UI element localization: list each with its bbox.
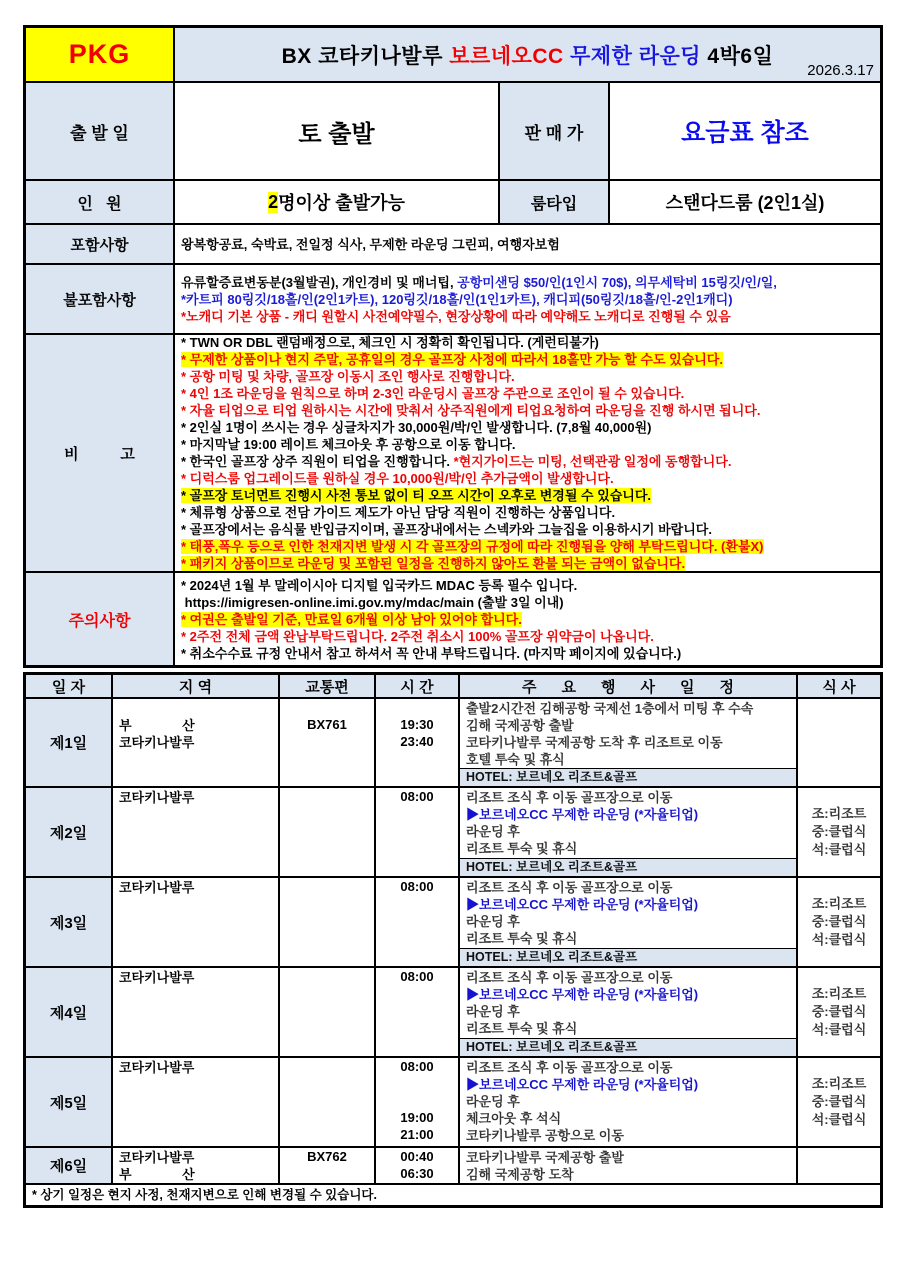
schedule-cell — [460, 878, 798, 968]
itinerary-row-day2 — [26, 788, 880, 878]
header-row — [26, 28, 880, 83]
schedule-line: 라운딩 후 — [466, 824, 520, 839]
remarks-line-1: * TWN OR DBL 랜덤배정으로, 체크인 시 정확히 확인됩니다. (게런티불가) — [181, 335, 599, 350]
meal-lunch: 중:클럽식 — [811, 1094, 867, 1109]
flight-cell — [280, 968, 376, 1058]
not-included-line-1-blue: 공항미샌딩 $50/인(1인시 70$), 의무세탁비 15링깃/인/일, — [457, 274, 777, 290]
meal-lunch: 중:클럽식 — [811, 824, 867, 839]
remarks-line-8 — [181, 453, 876, 470]
pkg-badge: PKG — [26, 28, 175, 83]
title-part-golfclub: 보르네오CC — [449, 44, 564, 68]
not-included-line-3: *노캐디 기본 상품 - 캐디 원할시 사전예약필수, 현장상황에 따라 예약해도 노캐디로 진행될 수 있음 — [181, 308, 731, 324]
flight-cell — [280, 1058, 376, 1148]
remarks-line-3: * 공항 미팅 및 차량, 골프장 이동시 조인 행사로 진행합니다. — [181, 369, 515, 384]
itinerary-row-day3 — [26, 878, 880, 968]
remarks-line-11: * 체류형 상품으로 전담 가이드 제도가 아닌 담당 직원이 진행하는 상품입니다. — [181, 505, 616, 520]
day-cell: 제3일 — [26, 878, 113, 968]
hotel-bar: HOTEL: 보르네오 리조트&골프 — [460, 768, 796, 786]
region-cell — [113, 788, 280, 878]
price-value: 요금표 참조 — [610, 83, 880, 181]
remarks-line-9: * 디럭스룸 업그레이드를 원하실 경우 10,000원/박/인 추가금액이 발생합니다. — [181, 471, 614, 486]
cautions-line-3-highlight: * 여권은 출발일 기준, 만료일 6개월 이상 남아 있어야 합니다. — [181, 611, 522, 627]
col-header-transport: 교통편 — [280, 675, 376, 699]
remarks-line-14 — [181, 555, 876, 572]
remarks-line-10 — [181, 487, 876, 504]
cautions-line-3 — [181, 611, 876, 628]
region-cell — [113, 1148, 280, 1185]
room-type-label: 룸타입 — [500, 181, 610, 225]
time-line: 08:00 — [400, 789, 434, 804]
pax-room-row — [26, 181, 880, 225]
remarks-line-4: * 4인 1조 라운딩을 원칙으로 하며 2-3인 라운딩시 골프장 주관으로 조인이 될 수 있습니다. — [181, 386, 685, 401]
region-line: 코타키나발루 — [119, 880, 195, 895]
time-line — [376, 1092, 458, 1109]
schedule-line: 리조트 조식 후 이동 골프장으로 이동 — [466, 790, 673, 805]
day-cell: 제5일 — [26, 1058, 113, 1148]
remarks-line-14-highlight: * 패키지 상품이므로 라운딩 및 포함된 일정을 진행하지 않아도 환불 되는 금액이 없습니다. — [181, 556, 686, 571]
meal-dinner: 석:클럽식 — [811, 1022, 867, 1037]
pax-value — [175, 181, 500, 225]
schedule-cell — [460, 1148, 798, 1185]
time-line — [376, 699, 458, 716]
schedule-line: 리조트 투숙 및 휴식 — [466, 931, 578, 946]
page-title — [282, 40, 774, 70]
schedule-line: 코타키나발루 공항으로 이동 — [466, 1128, 624, 1143]
meals-cell — [798, 788, 880, 878]
footnote-row — [26, 1185, 880, 1205]
remarks-line-5: * 자율 티업으로 티업 원하시는 시간에 맞춰서 상주직원에게 티업요청하여 라운딩을 진행 하시면 됩니다. — [181, 403, 761, 418]
schedule-line: 코타키나발루 국제공항 도착 후 리조트로 이동 — [466, 735, 723, 750]
col-header-day: 일 자 — [26, 675, 113, 699]
remarks-line-2 — [181, 351, 876, 368]
title-cell — [175, 28, 880, 83]
pax-rest: 명이상 출발가능 — [278, 193, 405, 213]
remarks-line-13-highlight: * 태풍,폭우 등으로 인한 천재지변 발생 시 각 골프장의 규정에 따라 진행됨을 양해 부탁드립니다. (환불X) — [181, 539, 764, 554]
remarks-label: 비 고 — [26, 335, 175, 573]
title-part-rounding: 무제한 라운딩 — [563, 44, 708, 68]
schedule-line: 라운딩 후 — [466, 1004, 520, 1019]
region-cell — [113, 1058, 280, 1148]
flight-cell — [280, 878, 376, 968]
schedule-line-golf: ▶보르네오CC 무제한 라운딩 (*자율티업) — [466, 807, 699, 822]
cautions-label: 주의사항 — [26, 573, 175, 665]
not-included-line-2: *카트피 80링깃/18홀/인(2인1카트), 120링깃/18홀/인(1인1카트), 캐디피(50링깃/18홀/인-2인1캐디) — [181, 291, 733, 307]
flight-cell — [280, 1148, 376, 1185]
itinerary-row-day5 — [26, 1058, 880, 1148]
included-row — [26, 225, 880, 265]
schedule-line: 체크아웃 후 석식 — [466, 1111, 562, 1126]
flight-line — [280, 699, 374, 716]
time-line — [376, 1075, 458, 1092]
time-cell — [376, 968, 460, 1058]
day-cell: 제2일 — [26, 788, 113, 878]
flight-cell — [280, 699, 376, 788]
time-cell — [376, 1058, 460, 1148]
cautions-content — [175, 573, 880, 665]
schedule-line: 리조트 투숙 및 휴식 — [466, 1021, 578, 1036]
schedule-line: 코타키나발루 국제공항 출발 — [466, 1150, 624, 1165]
meals-cell — [798, 1058, 880, 1148]
time-line: 23:40 — [400, 734, 434, 749]
included-content — [175, 225, 880, 265]
schedule-cell — [460, 788, 798, 878]
pax-count-highlight: 2 — [268, 191, 279, 212]
cautions-line-1: * 2024년 1월 부 말레이시아 디지털 입국카드 MDAC 등록 필수 입니다. — [181, 577, 578, 593]
region-line: 부 산 — [119, 1167, 195, 1182]
departure-price-row — [26, 83, 880, 181]
schedule-line: 김해 국제공항 출발 — [466, 718, 574, 733]
schedule-line: 라운딩 후 — [466, 914, 520, 929]
not-included-line-1 — [181, 274, 876, 291]
meal-breakfast: 조:리조트 — [811, 806, 867, 821]
col-header-time: 시 간 — [376, 675, 460, 699]
package-info-table — [23, 25, 883, 668]
issue-date: 2026.3.17 — [807, 62, 874, 79]
meal-breakfast: 조:리조트 — [811, 1076, 867, 1091]
itinerary-row-day4 — [26, 968, 880, 1058]
room-type-value: 스탠다드룸 (2인1실) — [610, 181, 880, 225]
time-cell — [376, 699, 460, 788]
schedule-cell — [460, 968, 798, 1058]
schedule-line: 리조트 조식 후 이동 골프장으로 이동 — [466, 1060, 673, 1075]
time-cell — [376, 788, 460, 878]
meal-lunch: 중:클럽식 — [811, 1004, 867, 1019]
itinerary-row-day1 — [26, 699, 880, 788]
remarks-line-8-black: * 한국인 골프장 상주 직원이 티업을 진행합니다. — [181, 454, 454, 469]
region-line: 코타키나발루 — [119, 1060, 195, 1075]
time-line: 06:30 — [400, 1166, 434, 1181]
region-cell — [113, 968, 280, 1058]
remarks-line-6: * 2인실 1명이 쓰시는 경우 싱글차지가 30,000원/박/인 발생합니다. (7,8월 40,000원) — [181, 420, 652, 435]
time-line: 21:00 — [400, 1127, 434, 1142]
not-included-line-1-black: 유류할증료변동분(3월발권), 개인경비 및 매너팁, — [181, 274, 458, 290]
meal-breakfast: 조:리조트 — [811, 896, 867, 911]
included-label: 포함사항 — [26, 225, 175, 265]
footnote-text: * 상기 일정은 현지 사정, 천재지변으로 인해 변경될 수 있습니다. — [32, 1188, 377, 1202]
flight-cell — [280, 788, 376, 878]
time-line: 08:00 — [400, 879, 434, 894]
schedule-cell — [460, 1058, 798, 1148]
day-cell: 제1일 — [26, 699, 113, 788]
meal-dinner: 석:클럽식 — [811, 932, 867, 947]
region-line: 코타키나발루 — [119, 970, 195, 985]
schedule-line: 출발2시간전 김해공항 국제선 1층에서 미팅 후 수속 — [466, 701, 754, 716]
meal-dinner: 석:클럽식 — [811, 842, 867, 857]
itinerary-table — [23, 672, 883, 1208]
day-cell: 제4일 — [26, 968, 113, 1058]
included-line: 왕복항공료, 숙박료, 전일정 식사, 무제한 라운딩 그린피, 여행자보험 — [181, 236, 560, 252]
time-line: 00:40 — [400, 1149, 434, 1164]
meals-cell — [798, 1148, 880, 1185]
schedule-line: 리조트 투숙 및 휴식 — [466, 841, 578, 856]
region-line — [119, 700, 278, 717]
col-header-region: 지 역 — [113, 675, 280, 699]
cautions-row — [26, 573, 880, 665]
meal-lunch: 중:클럽식 — [811, 914, 867, 929]
departure-label: 출 발 일 — [26, 83, 175, 181]
hotel-bar: HOTEL: 보르네오 리조트&골프 — [460, 858, 796, 876]
meals-cell — [798, 968, 880, 1058]
hotel-bar: HOTEL: 보르네오 리조트&골프 — [460, 948, 796, 966]
departure-value: 토 출발 — [175, 83, 500, 181]
cautions-line-5: * 취소수수료 규정 안내서 참고 하셔서 꼭 안내 부탁드립니다. (마지막 페이지에 있습니다.) — [181, 645, 682, 661]
schedule-line: 호텔 투숙 및 휴식 — [466, 752, 565, 767]
meals-cell — [798, 699, 880, 788]
remarks-line-7: * 마지막날 19:00 레이트 체크아웃 후 공항으로 이동 합니다. — [181, 437, 516, 452]
col-header-meal: 식 사 — [798, 675, 880, 699]
time-cell — [376, 878, 460, 968]
region-line: 부 산 — [119, 718, 195, 733]
itinerary-row-day6 — [26, 1148, 880, 1185]
schedule-line: 김해 국제공항 도착 — [466, 1167, 574, 1182]
not-included-row — [26, 265, 880, 335]
region-line: 코타키나발루 — [119, 1150, 195, 1165]
flight-number: BX761 — [307, 717, 347, 732]
region-cell — [113, 699, 280, 788]
region-line: 코타키나발루 — [119, 735, 195, 750]
region-line: 코타키나발루 — [119, 790, 195, 805]
itinerary-header-row — [26, 675, 880, 699]
schedule-cell — [460, 699, 798, 788]
meals-cell — [798, 878, 880, 968]
meal-dinner: 석:클럽식 — [811, 1112, 867, 1127]
time-cell — [376, 1148, 460, 1185]
not-included-label: 불포함사항 — [26, 265, 175, 335]
remarks-line-8-red: *현지가이드는 미팅, 선택관광 일정에 동행합니다. — [453, 454, 732, 469]
region-cell — [113, 878, 280, 968]
time-line: 19:30 — [400, 717, 434, 732]
day-cell: 제6일 — [26, 1148, 113, 1185]
not-included-content — [175, 265, 880, 335]
remarks-line-2-highlight: * 무제한 상품이나 현지 주말, 공휴일의 경우 골프장 사정에 따라서 18홀만 가능 할 수도 있습니다. — [181, 352, 723, 367]
schedule-line: 리조트 조식 후 이동 골프장으로 이동 — [466, 880, 673, 895]
col-header-schedule: 주 요 행 사 일 정 — [460, 675, 798, 699]
pax-label: 인 원 — [26, 181, 175, 225]
price-label: 판 매 가 — [500, 83, 610, 181]
schedule-line-golf: ▶보르네오CC 무제한 라운딩 (*자율티업) — [466, 897, 699, 912]
remarks-row — [26, 335, 880, 573]
meal-breakfast: 조:리조트 — [811, 986, 867, 1001]
time-line: 08:00 — [400, 1059, 434, 1074]
schedule-line-golf: ▶보르네오CC 무제한 라운딩 (*자율티업) — [466, 987, 699, 1002]
cautions-line-2: https://imigresen-online.imi.gov.my/mdac/main (출발 3일 이내) — [181, 594, 564, 610]
remarks-line-12: * 골프장에서는 음식물 반입금지이며, 골프장내에서는 스넥카와 그늘집을 이용하시기 바랍니다. — [181, 522, 712, 537]
schedule-line-golf: ▶보르네오CC 무제한 라운딩 (*자율티업) — [466, 1077, 699, 1092]
cautions-line-4: * 2주전 전체 금액 완납부탁드립니다. 2주전 취소시 100% 골프장 위약금이 나옵니다. — [181, 628, 654, 644]
schedule-line: 라운딩 후 — [466, 1094, 520, 1109]
hotel-bar: HOTEL: 보르네오 리조트&골프 — [460, 1038, 796, 1056]
title-part-airline: BX 코타키나발루 — [281, 44, 450, 68]
remarks-line-13 — [181, 538, 876, 555]
time-line: 08:00 — [400, 969, 434, 984]
remarks-content — [175, 335, 880, 573]
time-line: 19:00 — [400, 1110, 434, 1125]
title-part-duration: 4박6일 — [707, 44, 774, 68]
schedule-line: 리조트 조식 후 이동 골프장으로 이동 — [466, 970, 673, 985]
flight-number: BX762 — [307, 1149, 347, 1164]
remarks-line-10-highlight: * 골프장 토너먼트 진행시 사전 통보 없이 티 오프 시간이 오후로 변경될 수 있습니다. — [181, 488, 652, 503]
